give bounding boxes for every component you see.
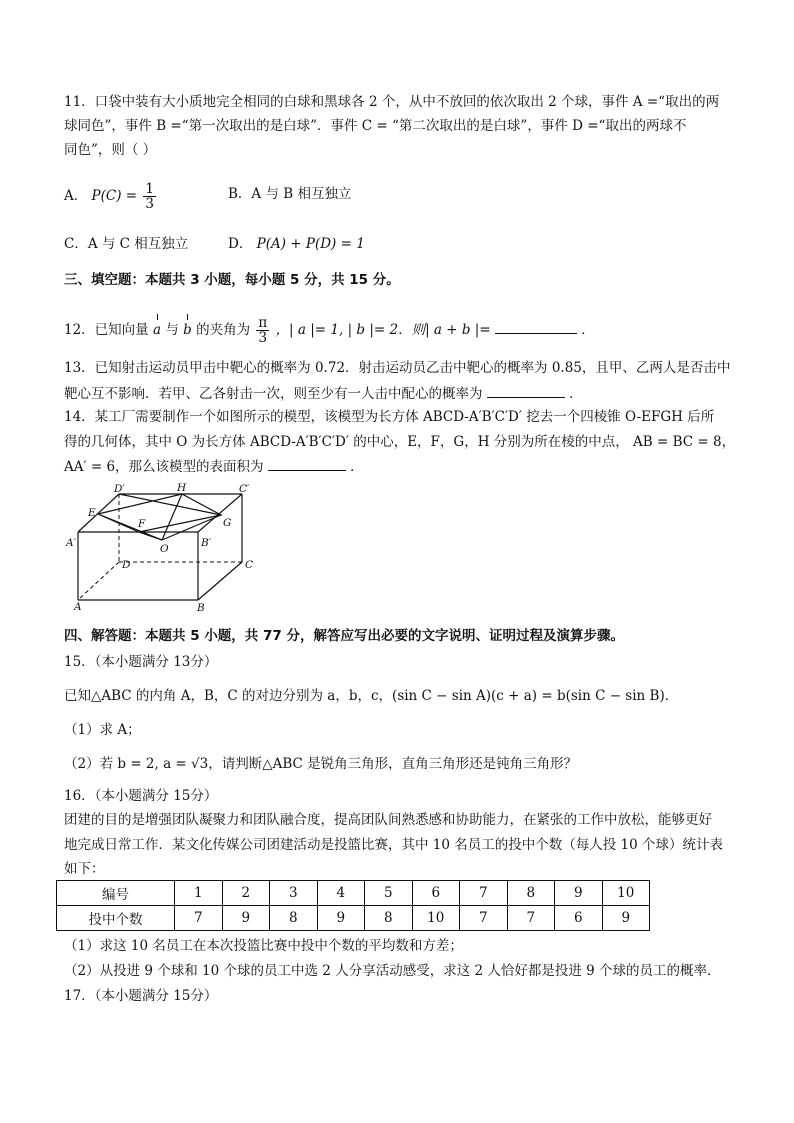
q11-option-c: C．A 与 C 相互独立: [64, 236, 189, 252]
table-cell: 9: [555, 881, 603, 906]
table-cell: 7: [507, 906, 555, 931]
table-cell: 9: [317, 906, 365, 931]
q16-line3: 如下：: [64, 861, 105, 877]
label-o: O: [160, 543, 169, 555]
q11-option-a: [64, 182, 158, 211]
q11-option-b: B．A 与 B 相互独立: [228, 186, 352, 202]
table-cell: 8: [365, 906, 413, 931]
table-row: [57, 906, 650, 931]
section3-heading: 三、填空题：本题共 3 小题，每小题 5 分，共 15 分。: [64, 272, 400, 288]
row-header-hits: 投中个数: [57, 906, 175, 931]
q15-part2: （2）若 b = 2, a = √3，请判断△ABC 是锐角三角形，直角三角形还是钝角三角形？: [64, 756, 578, 772]
table-cell: 6: [555, 906, 603, 931]
fraction-numerator: 1: [145, 181, 154, 197]
q12-mid1: 与: [165, 322, 179, 338]
cuboid-figure: [64, 482, 264, 614]
table-cell: 7: [460, 906, 508, 931]
fraction-denominator: 3: [145, 196, 154, 212]
q11-option-d: [228, 234, 365, 254]
option-a-prefix: A．: [64, 188, 88, 204]
section4-heading: 四、解答题：本题共 5 小题，共 77 分，解答应写出必要的文字说明、证明过程及演算步骤。: [64, 628, 624, 644]
q16-line1: 团建的目的是增强团队凝聚力和团队融合度，提高团队间熟悉感和协助能力，在紧张的工作中放松，能够更好: [64, 812, 712, 828]
q13-text: 靶心互不影响．若甲、乙各射击一次，则至少有一人击中配心的概率为: [64, 386, 483, 402]
table-cell: 9: [222, 906, 270, 931]
label-d: D: [122, 559, 131, 571]
table-cell: 10: [412, 906, 460, 931]
option-d-expr: P(A) + P(D) = 1: [256, 236, 365, 252]
table-cell: 3: [270, 881, 318, 906]
table-cell: 9: [602, 906, 650, 931]
vector-a: a: [152, 322, 162, 338]
option-a-fraction: [143, 182, 156, 211]
hits-table: [56, 880, 650, 931]
q15-part1: （1）求 A；: [64, 722, 141, 738]
table-cell: 7: [175, 906, 223, 931]
answer-blank[interactable]: [495, 319, 577, 334]
label-h: H: [177, 482, 187, 494]
label-c: C: [245, 559, 254, 571]
q14-line3: [64, 456, 364, 477]
table-cell: 6: [412, 881, 460, 906]
q16-part2: （2）从投进 9 个球和 10 个球的员工中选 2 人分享活动感受，求这 2 人恰好都是投进 9 个球的员工的概率．: [64, 963, 721, 979]
q16-part1: （1）求这 10 名员工在本次投篮比赛中投中个数的平均数和方差；: [64, 938, 463, 954]
q14-line2: 得的几何体，其中 O 为长方体 ABCD-A′B′C′D′ 的中心，E，F，G，H 分别为所在棱的中点， AB = BC = 8，: [64, 434, 736, 450]
q12-end: ．: [581, 322, 595, 338]
q12-line: [64, 316, 595, 345]
q14-end: ．: [350, 459, 364, 475]
label-d-prime: D′: [114, 483, 125, 495]
table-cell: 8: [507, 881, 555, 906]
table-cell: 2: [222, 881, 270, 906]
q12-condition: ，| a |= 1, | b |= 2．则| a + b |=: [275, 322, 491, 338]
q11-line3: 同色”，则（ ）: [64, 142, 157, 158]
label-b-prime: B′: [201, 537, 212, 549]
q13-line1: 13．已知射击运动员甲击中靶心的概率为 0.72．射击运动员乙击中靶心的概率为 0.85，且甲、乙两人是否击中: [64, 360, 731, 376]
label-f: F: [138, 518, 146, 530]
table-cell: 4: [317, 881, 365, 906]
table-cell: 7: [460, 881, 508, 906]
q14-line1: 14．某工厂需要制作一个如图所示的模型，该模型为长方体 ABCD-A′B′C′D′ 挖去一个四棱锥 O-EFGH 后所: [64, 409, 715, 425]
label-a: A: [74, 601, 82, 613]
table-cell: 10: [602, 881, 650, 906]
label-g: G: [223, 517, 232, 529]
q12-pre: 12．已知向量: [64, 322, 149, 338]
q15-title: 15．（本小题满分 13分）: [64, 654, 218, 670]
answer-blank[interactable]: [487, 383, 565, 398]
table-cell: 1: [175, 881, 223, 906]
option-d-prefix: D．: [228, 236, 253, 252]
table-cell: 8: [270, 906, 318, 931]
q11-line1: 11．口袋中装有大小质地完全相同的白球和黑球各 2 个，从中不放回的依次取出 2 个球，事件 A =“取出的两: [64, 94, 720, 110]
q12-mid2: 的夹角为: [196, 322, 251, 338]
q14-text: AA′ = 6，那么该模型的表面积为: [64, 459, 264, 475]
q16-title: 16．（本小题满分 15分）: [64, 788, 218, 804]
answer-blank[interactable]: [268, 456, 346, 471]
label-b: B: [197, 602, 205, 614]
label-c-prime: C′: [239, 483, 250, 495]
option-a-lhs: P(C) =: [91, 188, 138, 204]
fraction-denominator: 3: [258, 330, 268, 346]
label-e: E: [88, 507, 96, 519]
q15-stem: 已知△ABC 的内角 A，B，C 的对边分别为 a，b，c，(sin C − sin A)(c + a) = b(sin C − sin B)．: [64, 688, 679, 704]
q13-line2: [64, 383, 583, 404]
table-row: [57, 881, 650, 906]
table-cell: 5: [365, 881, 413, 906]
row-header-id: 编号: [57, 881, 175, 906]
label-a-prime: A′: [66, 537, 76, 549]
q17-title: 17．（本小题满分 15分）: [64, 988, 218, 1004]
vector-b: b: [183, 322, 192, 338]
q11-line2: 球同色”，事件 B =“第一次取出的是白球”．事件 C = “第二次取出的是白球”，事件 D =“取出的两球不: [64, 118, 687, 134]
angle-fraction: [256, 316, 269, 345]
fraction-numerator: π: [258, 315, 268, 331]
q16-line2: 地完成日常工作．某文化传媒公司团建活动是投篮比赛，其中 10 名员工的投中个数（每人投 10 个球）统计表: [64, 837, 724, 853]
q13-end: ．: [569, 386, 583, 402]
